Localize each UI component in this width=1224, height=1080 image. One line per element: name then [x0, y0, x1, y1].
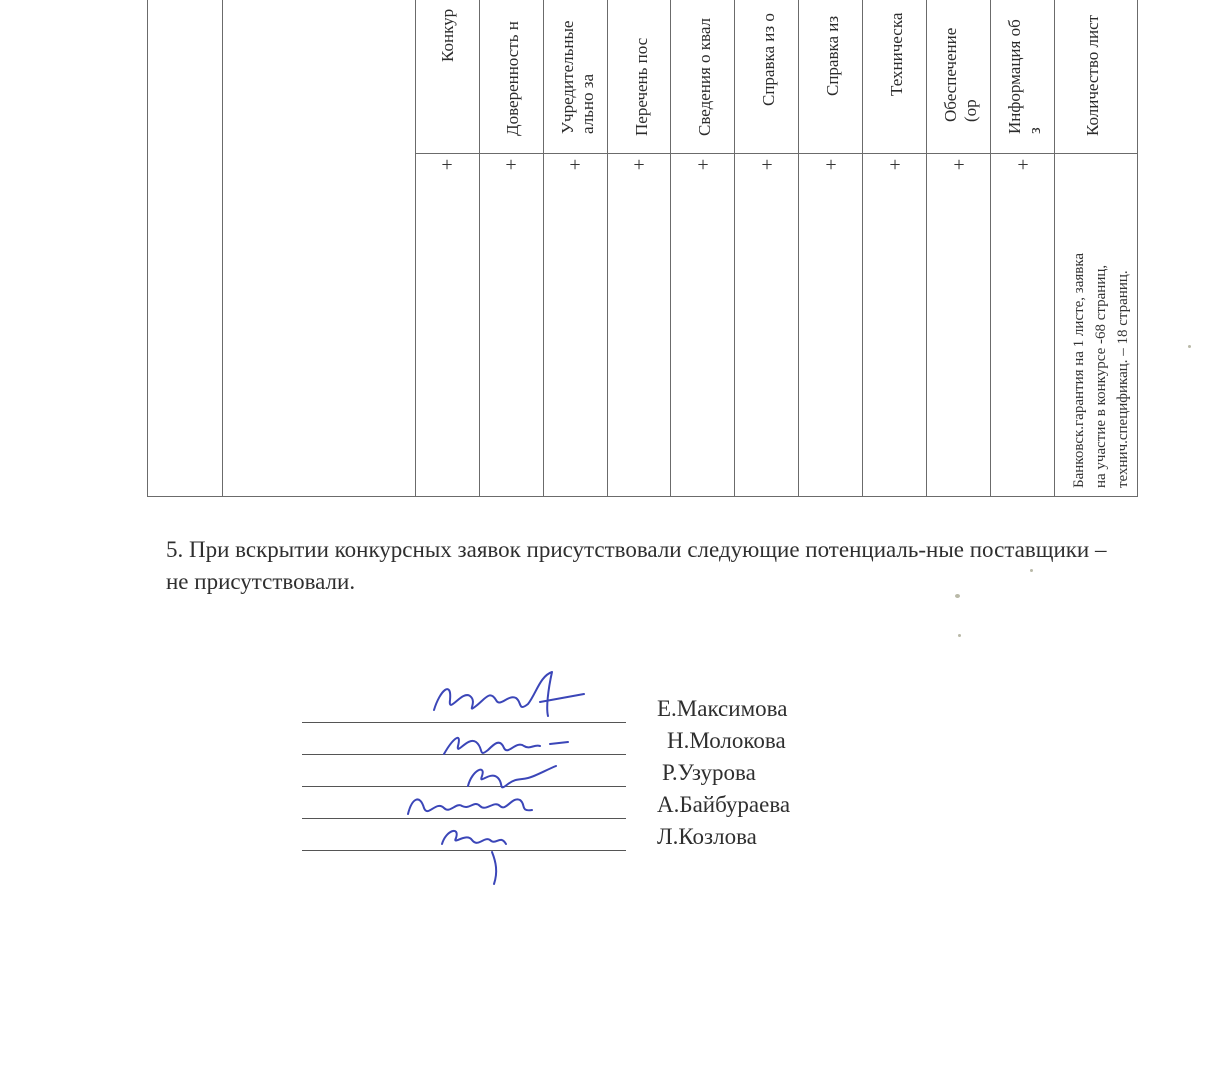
note-line: Банковск.гарантия на 1 листе, заявка	[1071, 252, 1087, 488]
signatory-name: Е.Максимова	[657, 696, 788, 721]
check-mark: +	[953, 154, 965, 176]
column-header: Перечень пос	[632, 37, 651, 136]
sheet-count-note	[1068, 158, 1148, 488]
signature-line	[302, 818, 626, 819]
table-column-divider	[415, 0, 416, 496]
table-border-left	[147, 0, 148, 496]
table-border-bottom	[147, 496, 1138, 497]
scan-speck	[958, 634, 961, 637]
signatory-name: Н.Молокова	[667, 728, 786, 753]
column-header	[930, 0, 992, 142]
check-mark: +	[889, 154, 901, 176]
check-mark: +	[825, 154, 837, 176]
signature-line	[302, 722, 626, 723]
column-header: Справка из	[823, 15, 842, 96]
note-line: на участие в конкурсе -68 страниц,	[1093, 264, 1109, 488]
column-header: Справка из о	[759, 13, 778, 106]
column-header: Количество лист	[1083, 14, 1102, 136]
signature-line	[302, 754, 626, 755]
column-header	[547, 0, 609, 142]
check-mark: +	[441, 154, 453, 176]
attendance-paragraph: 5. При вскрытии конкурсных заявок присутствовали следующие потенциаль-ные поставщики – не присутствовали.	[166, 537, 1107, 594]
scan-speck	[1188, 345, 1191, 348]
check-mark: +	[569, 154, 581, 176]
check-mark: +	[505, 154, 517, 176]
column-header	[994, 0, 1056, 142]
signature-row	[0, 758, 1224, 790]
signature-row	[0, 726, 1224, 758]
check-mark: +	[761, 154, 773, 176]
column-header-line: Учредительные ально за	[558, 20, 597, 134]
table-column-divider	[222, 0, 223, 496]
signature-line	[302, 786, 626, 787]
scan-speck	[1030, 569, 1033, 572]
signature-line	[302, 850, 626, 851]
signatory-name: А.Байбураева	[657, 792, 791, 817]
column-header: Конкур	[438, 8, 457, 62]
column-header-line: Информация об з	[1005, 19, 1044, 134]
scan-speck	[955, 594, 960, 598]
signature-row	[0, 790, 1224, 822]
signatory-name: Л.Козлова	[657, 824, 757, 849]
column-header: Сведения о квал	[695, 17, 714, 136]
signature-row	[0, 694, 1224, 726]
applications-table	[0, 0, 1224, 500]
column-header-line: Обеспечение (ор	[941, 27, 980, 122]
column-header: Техническа	[887, 12, 906, 96]
check-mark: +	[697, 154, 709, 176]
check-mark: +	[633, 154, 645, 176]
note-line: технич.спецификац. – 18 страниц.	[1115, 270, 1131, 488]
check-mark: +	[1017, 154, 1029, 176]
column-header: Доверенность н	[503, 21, 522, 136]
signature-row	[0, 822, 1224, 854]
signatory-name: Р.Узурова	[662, 760, 756, 785]
table-column-divider	[479, 0, 480, 496]
